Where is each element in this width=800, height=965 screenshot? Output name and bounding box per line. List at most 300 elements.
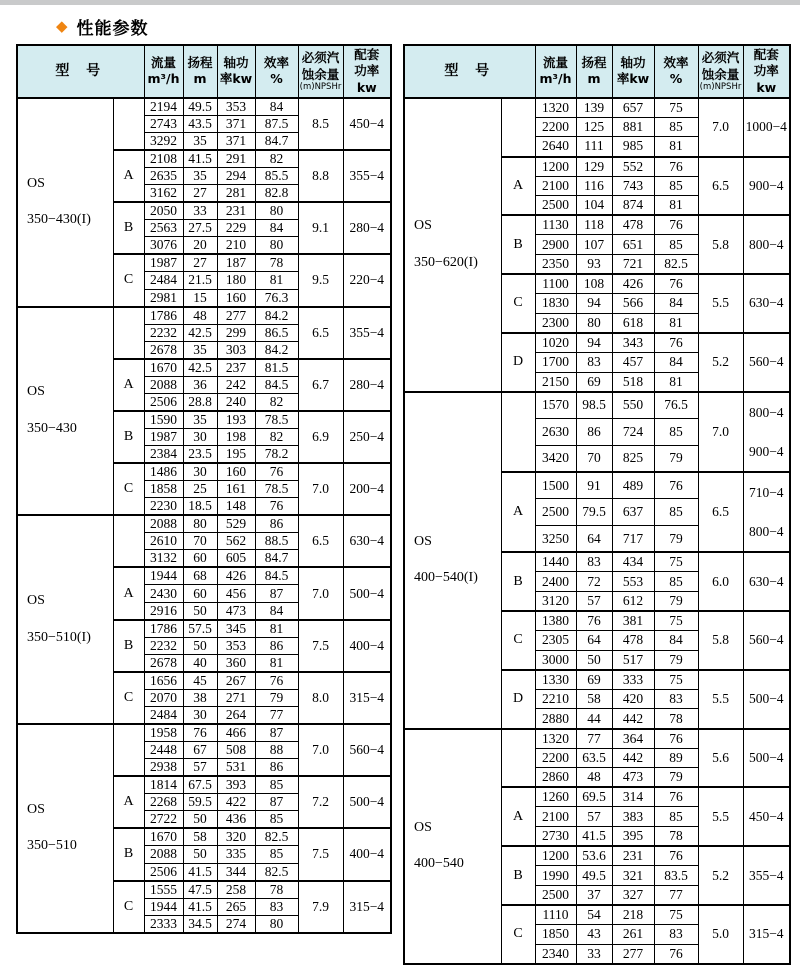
flow-cell: 2678: [144, 341, 183, 359]
efficiency-cell: 84.7: [255, 550, 298, 568]
efficiency-cell: 76: [654, 472, 698, 499]
efficiency-cell: 85: [255, 846, 298, 863]
shaft-power-cell: 371: [217, 132, 255, 150]
column-header-flow: 流量 m³/h: [535, 45, 576, 98]
column-header-head: 扬程 m: [576, 45, 612, 98]
flow-cell: 2070: [144, 689, 183, 706]
flow-cell: 2730: [535, 827, 576, 847]
npsh-cell: 6.5: [298, 307, 343, 359]
efficiency-cell: 76: [654, 274, 698, 294]
efficiency-cell: 79: [654, 591, 698, 611]
shaft-power-cell: 261: [612, 925, 654, 945]
head-cell: 125: [576, 117, 612, 137]
efficiency-cell: 75: [654, 611, 698, 631]
head-cell: 116: [576, 176, 612, 196]
flow-cell: 3132: [144, 550, 183, 568]
head-cell: 27.5: [183, 220, 217, 237]
shaft-power-cell: 360: [217, 654, 255, 672]
flow-cell: 1130: [535, 215, 576, 235]
shaft-power-cell: 258: [217, 881, 255, 899]
flow-cell: 2916: [144, 602, 183, 620]
flow-cell: 2108: [144, 150, 183, 168]
efficiency-cell: 78: [255, 881, 298, 899]
efficiency-cell: 76: [654, 846, 698, 866]
flow-cell: 2484: [144, 707, 183, 725]
efficiency-cell: 77: [255, 707, 298, 725]
head-cell: 49.5: [183, 98, 217, 116]
variant-cell: A: [501, 787, 535, 846]
head-cell: 118: [576, 215, 612, 235]
head-cell: 35: [183, 132, 217, 150]
npsh-cell: 7.5: [298, 620, 343, 672]
head-cell: 69: [576, 372, 612, 392]
flow-cell: 1200: [535, 157, 576, 177]
motor-power-cell: 355−4: [743, 846, 790, 905]
head-cell: 50: [576, 650, 612, 670]
flow-cell: 2938: [144, 759, 183, 777]
head-cell: 47.5: [183, 881, 217, 899]
shaft-power-cell: 195: [217, 446, 255, 464]
variant-cell: C: [501, 274, 535, 333]
efficiency-cell: 85: [654, 176, 698, 196]
head-cell: 28.8: [183, 393, 217, 411]
flow-cell: 1020: [535, 333, 576, 353]
flow-cell: 2506: [144, 393, 183, 411]
flow-cell: 2500: [535, 885, 576, 905]
shaft-power-cell: 321: [612, 866, 654, 886]
head-cell: 34.5: [183, 915, 217, 933]
column-header-npsh: 必须汽 蚀余量 (m)NPSHr: [698, 45, 743, 98]
efficiency-cell: 76: [255, 498, 298, 516]
efficiency-cell: 76: [255, 672, 298, 690]
head-cell: 30: [183, 463, 217, 481]
efficiency-cell: 87.5: [255, 115, 298, 132]
performance-table-left: [16, 44, 392, 934]
flow-cell: 2678: [144, 654, 183, 672]
shaft-power-cell: 187: [217, 254, 255, 272]
head-cell: 23.5: [183, 446, 217, 464]
head-cell: 69: [576, 670, 612, 690]
npsh-cell: 8.5: [298, 98, 343, 150]
variant-cell: B: [501, 846, 535, 905]
shaft-power-cell: 420: [612, 689, 654, 709]
shaft-power-cell: 160: [217, 289, 255, 307]
efficiency-cell: 82.5: [255, 863, 298, 881]
shaft-power-cell: 281: [217, 185, 255, 203]
head-cell: 64: [576, 525, 612, 552]
shaft-power-cell: 552: [612, 157, 654, 177]
head-cell: 93: [576, 255, 612, 275]
shaft-power-cell: 345: [217, 620, 255, 638]
efficiency-cell: 84.2: [255, 341, 298, 359]
flow-cell: 1320: [535, 729, 576, 749]
shaft-power-cell: 721: [612, 255, 654, 275]
section-title-text: 性能参数: [76, 18, 149, 39]
flow-cell: 2430: [144, 585, 183, 602]
shaft-power-cell: 335: [217, 846, 255, 863]
npsh-cell: 9.5: [298, 254, 343, 306]
efficiency-cell: 85: [654, 572, 698, 592]
shaft-power-cell: 395: [612, 827, 654, 847]
shaft-power-cell: 426: [612, 274, 654, 294]
efficiency-cell: 83.5: [654, 866, 698, 886]
shaft-power-cell: 344: [217, 863, 255, 881]
variant-cell: B: [113, 620, 144, 672]
shaft-power-cell: 231: [217, 202, 255, 220]
shaft-power-cell: 618: [612, 313, 654, 333]
variant-cell: C: [113, 463, 144, 515]
shaft-power-cell: 743: [612, 176, 654, 196]
flow-cell: 1555: [144, 881, 183, 899]
motor-power-cell: 630−4: [743, 274, 790, 333]
shaft-power-cell: 333: [612, 670, 654, 690]
diamond-icon: ◆: [56, 16, 68, 35]
head-cell: 27: [183, 254, 217, 272]
efficiency-cell: 82.8: [255, 185, 298, 203]
head-cell: 58: [183, 828, 217, 846]
motor-power-cell: 800−4 900−4: [743, 392, 790, 472]
flow-cell: 1380: [535, 611, 576, 631]
head-cell: 107: [576, 235, 612, 255]
efficiency-cell: 83: [654, 689, 698, 709]
head-cell: 20: [183, 237, 217, 255]
head-cell: 67.5: [183, 776, 217, 794]
efficiency-cell: 78.5: [255, 411, 298, 429]
flow-cell: 1570: [535, 392, 576, 419]
shaft-power-cell: 985: [612, 137, 654, 157]
motor-power-cell: 500−4: [743, 729, 790, 788]
efficiency-cell: 76: [255, 463, 298, 481]
flow-cell: 2860: [535, 768, 576, 788]
efficiency-cell: 81: [255, 654, 298, 672]
efficiency-cell: 85: [654, 418, 698, 445]
shaft-power-cell: 327: [612, 885, 654, 905]
head-cell: 57: [576, 591, 612, 611]
variant-cell: A: [113, 359, 144, 411]
column-header-flow: 流量 m³/h: [144, 45, 183, 98]
flow-cell: 2500: [535, 196, 576, 216]
efficiency-cell: 81: [255, 272, 298, 289]
flow-cell: 1987: [144, 428, 183, 445]
npsh-cell: 5.8: [698, 215, 743, 274]
shaft-power-cell: 489: [612, 472, 654, 499]
head-cell: 63.5: [576, 748, 612, 768]
efficiency-cell: 86.5: [255, 324, 298, 341]
flow-cell: 1670: [144, 828, 183, 846]
motor-power-cell: 400−4: [343, 828, 391, 880]
shaft-power-cell: 218: [612, 905, 654, 925]
npsh-cell: 7.9: [298, 881, 343, 933]
tables-row: [16, 44, 800, 965]
shaft-power-cell: 371: [217, 115, 255, 132]
motor-power-cell: 630−4: [343, 515, 391, 567]
flow-cell: 2200: [535, 748, 576, 768]
shaft-power-cell: 353: [217, 98, 255, 116]
model-cell: OS 350−510(I): [17, 515, 113, 724]
efficiency-cell: 85: [654, 117, 698, 137]
shaft-power-cell: 466: [217, 724, 255, 742]
efficiency-cell: 83: [255, 898, 298, 915]
flow-cell: 3162: [144, 185, 183, 203]
motor-power-cell: 450−4: [343, 98, 391, 150]
flow-cell: 3000: [535, 650, 576, 670]
head-cell: 35: [183, 167, 217, 184]
column-header-head: 扬程 m: [183, 45, 217, 98]
head-cell: 40: [183, 654, 217, 672]
flow-cell: 2333: [144, 915, 183, 933]
column-header-npsh: 必须汽 蚀余量 (m)NPSHr: [298, 45, 343, 98]
efficiency-cell: 76: [654, 333, 698, 353]
efficiency-cell: 87: [255, 794, 298, 811]
head-cell: 36: [183, 376, 217, 393]
head-cell: 80: [183, 515, 217, 533]
efficiency-cell: 81.5: [255, 359, 298, 377]
shaft-power-cell: 825: [612, 445, 654, 472]
shaft-power-cell: 442: [612, 709, 654, 729]
head-cell: 60: [183, 550, 217, 568]
shaft-power-cell: 267: [217, 672, 255, 690]
model-cell: OS 400−540(I): [404, 392, 501, 729]
flow-cell: 2088: [144, 376, 183, 393]
motor-power-cell: 560−4: [743, 611, 790, 670]
variant-cell: [501, 98, 535, 157]
variant-cell: [113, 98, 144, 150]
shaft-power-cell: 193: [217, 411, 255, 429]
npsh-cell: 7.0: [698, 98, 743, 157]
efficiency-cell: 79: [654, 525, 698, 552]
variant-cell: A: [501, 157, 535, 216]
flow-cell: 2743: [144, 115, 183, 132]
head-cell: 108: [576, 274, 612, 294]
variant-cell: B: [113, 411, 144, 463]
variant-cell: A: [113, 150, 144, 202]
flow-cell: 1786: [144, 620, 183, 638]
efficiency-cell: 82.5: [654, 255, 698, 275]
shaft-power-cell: 508: [217, 742, 255, 759]
flow-cell: 3076: [144, 237, 183, 255]
npsh-cell: 5.8: [698, 611, 743, 670]
flow-cell: 1260: [535, 787, 576, 807]
shaft-power-cell: 562: [217, 533, 255, 550]
model-cell: OS 350−430(I): [17, 98, 113, 307]
npsh-cell: 8.0: [298, 672, 343, 724]
npsh-cell: 5.5: [698, 670, 743, 729]
npsh-cell: 6.0: [698, 552, 743, 611]
head-cell: 104: [576, 196, 612, 216]
shaft-power-cell: 442: [612, 748, 654, 768]
head-cell: 64: [576, 631, 612, 651]
flow-cell: 1987: [144, 254, 183, 272]
efficiency-cell: 82: [255, 428, 298, 445]
flow-cell: 2100: [535, 176, 576, 196]
variant-cell: [113, 515, 144, 567]
flow-cell: 1440: [535, 552, 576, 572]
efficiency-cell: 82.5: [255, 828, 298, 846]
head-cell: 83: [576, 552, 612, 572]
efficiency-cell: 75: [654, 98, 698, 118]
motor-power-cell: 280−4: [343, 359, 391, 411]
flow-cell: 3292: [144, 132, 183, 150]
shaft-power-cell: 473: [217, 602, 255, 620]
efficiency-cell: 79: [654, 650, 698, 670]
efficiency-cell: 76: [654, 944, 698, 964]
efficiency-cell: 88.5: [255, 533, 298, 550]
efficiency-cell: 81: [255, 620, 298, 638]
efficiency-cell: 83: [654, 925, 698, 945]
shaft-power-cell: 637: [612, 499, 654, 526]
shaft-power-cell: 566: [612, 294, 654, 314]
efficiency-cell: 81: [654, 196, 698, 216]
npsh-cell: 5.5: [698, 274, 743, 333]
npsh-cell: 7.0: [298, 463, 343, 515]
shaft-power-cell: 473: [612, 768, 654, 788]
head-cell: 94: [576, 333, 612, 353]
variant-cell: B: [113, 828, 144, 880]
efficiency-cell: 84: [255, 602, 298, 620]
efficiency-cell: 85: [654, 499, 698, 526]
efficiency-cell: 84.7: [255, 132, 298, 150]
head-cell: 57.5: [183, 620, 217, 638]
head-cell: 41.5: [576, 827, 612, 847]
model-cell: OS 400−540: [404, 729, 501, 964]
npsh-cell: 6.9: [298, 411, 343, 463]
motor-power-cell: 280−4: [343, 202, 391, 254]
shaft-power-cell: 724: [612, 418, 654, 445]
shaft-power-cell: 231: [612, 846, 654, 866]
flow-cell: 1100: [535, 274, 576, 294]
shaft-power-cell: 529: [217, 515, 255, 533]
shaft-power-cell: 274: [217, 915, 255, 933]
flow-cell: 1330: [535, 670, 576, 690]
npsh-cell: 7.5: [298, 828, 343, 880]
motor-power-cell: 450−4: [743, 787, 790, 846]
motor-power-cell: 630−4: [743, 552, 790, 611]
flow-cell: 2230: [144, 498, 183, 516]
variant-cell: [113, 307, 144, 359]
flow-cell: 2340: [535, 944, 576, 964]
efficiency-cell: 78.2: [255, 446, 298, 464]
motor-power-cell: 500−4: [343, 776, 391, 828]
page-top-strip: [0, 0, 800, 5]
motor-power-cell: 1000−4: [743, 98, 790, 157]
head-cell: 57: [183, 759, 217, 777]
variant-cell: B: [113, 202, 144, 254]
head-cell: 139: [576, 98, 612, 118]
shaft-power-cell: 291: [217, 150, 255, 168]
flow-cell: 1700: [535, 352, 576, 372]
shaft-power-cell: 242: [217, 376, 255, 393]
motor-power-cell: 220−4: [343, 254, 391, 306]
efficiency-cell: 76: [654, 787, 698, 807]
shaft-power-cell: 478: [612, 215, 654, 235]
head-cell: 41.5: [183, 863, 217, 881]
head-cell: 42.5: [183, 324, 217, 341]
shaft-power-cell: 381: [612, 611, 654, 631]
flow-cell: 2610: [144, 533, 183, 550]
npsh-cell: 7.0: [298, 567, 343, 619]
shaft-power-cell: 364: [612, 729, 654, 749]
head-cell: 50: [183, 846, 217, 863]
head-cell: 48: [183, 307, 217, 325]
shaft-power-cell: 160: [217, 463, 255, 481]
head-cell: 48: [576, 768, 612, 788]
efficiency-cell: 84.2: [255, 307, 298, 325]
model-cell: OS 350−430: [17, 307, 113, 516]
flow-cell: 2880: [535, 709, 576, 729]
head-cell: 68: [183, 567, 217, 585]
efficiency-cell: 81: [654, 372, 698, 392]
head-cell: 33: [183, 202, 217, 220]
variant-cell: D: [501, 670, 535, 729]
variant-cell: C: [501, 905, 535, 964]
flow-cell: 2200: [535, 117, 576, 137]
head-cell: 86: [576, 418, 612, 445]
head-cell: 25: [183, 481, 217, 498]
efficiency-cell: 86: [255, 515, 298, 533]
flow-cell: 2210: [535, 689, 576, 709]
shaft-power-cell: 198: [217, 428, 255, 445]
shaft-power-cell: 436: [217, 811, 255, 829]
efficiency-cell: 77: [654, 885, 698, 905]
npsh-cell: 5.2: [698, 333, 743, 392]
motor-power-cell: 900−4: [743, 157, 790, 216]
efficiency-cell: 85: [255, 811, 298, 829]
column-header-shaft-power: 轴功 率kw: [612, 45, 654, 98]
flow-cell: 1944: [144, 898, 183, 915]
head-cell: 53.6: [576, 846, 612, 866]
efficiency-cell: 84: [255, 98, 298, 116]
efficiency-cell: 75: [654, 552, 698, 572]
shaft-power-cell: 294: [217, 167, 255, 184]
flow-cell: 2350: [535, 255, 576, 275]
flow-cell: 2400: [535, 572, 576, 592]
head-cell: 98.5: [576, 392, 612, 419]
efficiency-cell: 84.5: [255, 567, 298, 585]
head-cell: 54: [576, 905, 612, 925]
npsh-cell: 7.2: [298, 776, 343, 828]
shaft-power-cell: 161: [217, 481, 255, 498]
flow-cell: 1200: [535, 846, 576, 866]
npsh-cell: 6.5: [298, 515, 343, 567]
efficiency-cell: 78: [255, 254, 298, 272]
motor-power-cell: 250−4: [343, 411, 391, 463]
npsh-cell: 5.5: [698, 787, 743, 846]
head-cell: 94: [576, 294, 612, 314]
shaft-power-cell: 353: [217, 637, 255, 654]
flow-cell: 2088: [144, 515, 183, 533]
flow-cell: 1814: [144, 776, 183, 794]
flow-cell: 3120: [535, 591, 576, 611]
head-cell: 30: [183, 707, 217, 725]
efficiency-cell: 89: [654, 748, 698, 768]
variant-cell: B: [501, 552, 535, 611]
flow-cell: 1486: [144, 463, 183, 481]
efficiency-cell: 87: [255, 585, 298, 602]
head-cell: 15: [183, 289, 217, 307]
variant-cell: A: [113, 776, 144, 828]
shaft-power-cell: 518: [612, 372, 654, 392]
column-header-model: 型 号: [404, 45, 535, 98]
head-cell: 38: [183, 689, 217, 706]
shaft-power-cell: 314: [612, 787, 654, 807]
head-cell: 80: [576, 313, 612, 333]
shaft-power-cell: 422: [217, 794, 255, 811]
motor-power-cell: 560−4: [343, 724, 391, 776]
shaft-power-cell: 605: [217, 550, 255, 568]
shaft-power-cell: 393: [217, 776, 255, 794]
head-cell: 72: [576, 572, 612, 592]
flow-cell: 2088: [144, 846, 183, 863]
